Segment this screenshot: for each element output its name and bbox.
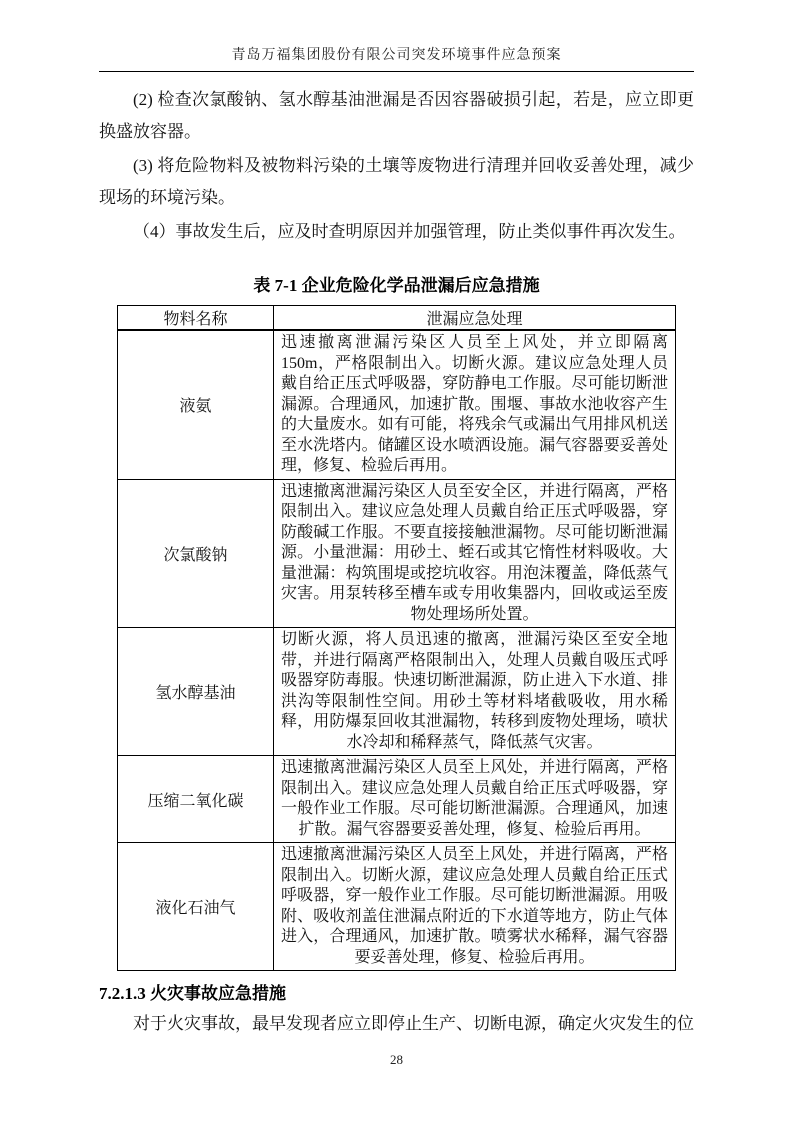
table-row-hydro-alcohol-oil — [118, 628, 676, 756]
column-header-material: 物料名称 — [118, 306, 274, 331]
response-text-cell: 切断火源，将人员迅速的撤离，泄漏污染区至安全地带，并进行隔离严格限制出入，处理人员戴自吸压式呼吸器穿防毒服。快速切断泄漏源，防止进入下水道、排洪沟等限制性空间。用砂土等材料堵截吸收，用水稀释，用防爆泵回收其泄漏物，转移到废物处理场，喷状水冷却和稀释蒸气，降低蒸气灾害。 — [274, 628, 676, 756]
response-text-cell: 迅速撤离泄漏污染区人员至上风处，并进行隔离，严格限制出入。切断火源，建议应急处理人员戴自给正压式呼吸器，穿一般作业工作服。尽可能切断泄漏源。用吸附、吸收剂盖住泄漏点附近的下水道等地方，防止气体进入，合理通风，加速扩散。喷雾状水稀释，漏气容器要妥善处理，修复、检验后再用。 — [274, 843, 676, 971]
table-header-row — [118, 306, 676, 331]
column-header-response: 泄漏应急处理 — [274, 306, 676, 331]
response-text-cell: 迅速撤离泄漏污染区人员至上风处，并立即隔离 150m，严格限制出入。切断火源。建议应急处理人员戴自给正压式呼吸器，穿防静电工作服。尽可能切断泄漏源。合理通风，加速扩散。围堰、事故水池收容产生的大量废水。如有可能，将残余气或漏出气用排风机送至水洗塔内。储罐区设水喷洒设施。漏气容器要妥善处理，修复、检验后再用。 — [274, 330, 676, 479]
material-name-cell: 次氯酸钠 — [118, 479, 274, 628]
paragraph-item-3: (3) 将危险物料及被物料污染的土壤等废物进行清理并回收妥善处理，减少现场的环境污染。 — [99, 156, 694, 207]
paragraph-item-4: （4）事故发生后，应及时查明原因并加强管理，防止类似事件再次发生。 — [133, 222, 686, 241]
material-name-cell: 氢水醇基油 — [118, 628, 274, 756]
table-row-liquid-ammonia — [118, 330, 676, 479]
paragraph-item-2: (2) 检查次氯酸钠、氢水醇基油泄漏是否因容器破损引起，若是，应立即更换盛放容器。 — [99, 90, 694, 141]
material-name-cell: 压缩二氧化碳 — [118, 756, 274, 843]
response-text-cell: 迅速撤离泄漏污染区人员至安全区，并进行隔离，严格限制出入。建议应急处理人员戴自给正压式呼吸器，穿防酸碱工作服。不要直接接触泄漏物。尽可能切断泄漏源。小量泄漏：用砂土、蛭石或其它惰性材料吸收。大量泄漏：构筑围堤或挖坑收容。用泡沫覆盖，降低蒸气灾害。用泵转移至槽车或专用收集器内，回收或运至废物处理场所处置。 — [274, 479, 676, 628]
response-text-cell: 迅速撤离泄漏污染区人员至上风处，并进行隔离，严格限制出入。建议应急处理人员戴自给正压式呼吸器，穿一般作业工作服。尽可能切断泄漏源。合理通风，加速扩散。漏气容器要妥善处理，修复、检验后再用。 — [274, 756, 676, 843]
hazmat-response-table — [117, 305, 676, 971]
running-header-title: 青岛万福集团股份有限公司突发环境事件应急预案 — [99, 44, 694, 72]
material-name-cell: 液氨 — [118, 330, 274, 479]
material-name-cell: 液化石油气 — [118, 843, 274, 971]
table-row-sodium-hypochlorite — [118, 479, 676, 628]
table-row-compressed-co2 — [118, 756, 676, 843]
section-paragraph: 对于火灾事故，最早发现者应立即停止生产、切断电源，确定火灾发生的位 — [133, 1014, 694, 1033]
table-row-lpg — [118, 843, 676, 971]
page-number: 28 — [390, 1052, 403, 1067]
section-heading-7213: 7.2.1.3 火灾事故应急措施 — [99, 984, 286, 1003]
table-caption: 表 7-1 企业危险化学品泄漏后应急措施 — [253, 276, 540, 295]
